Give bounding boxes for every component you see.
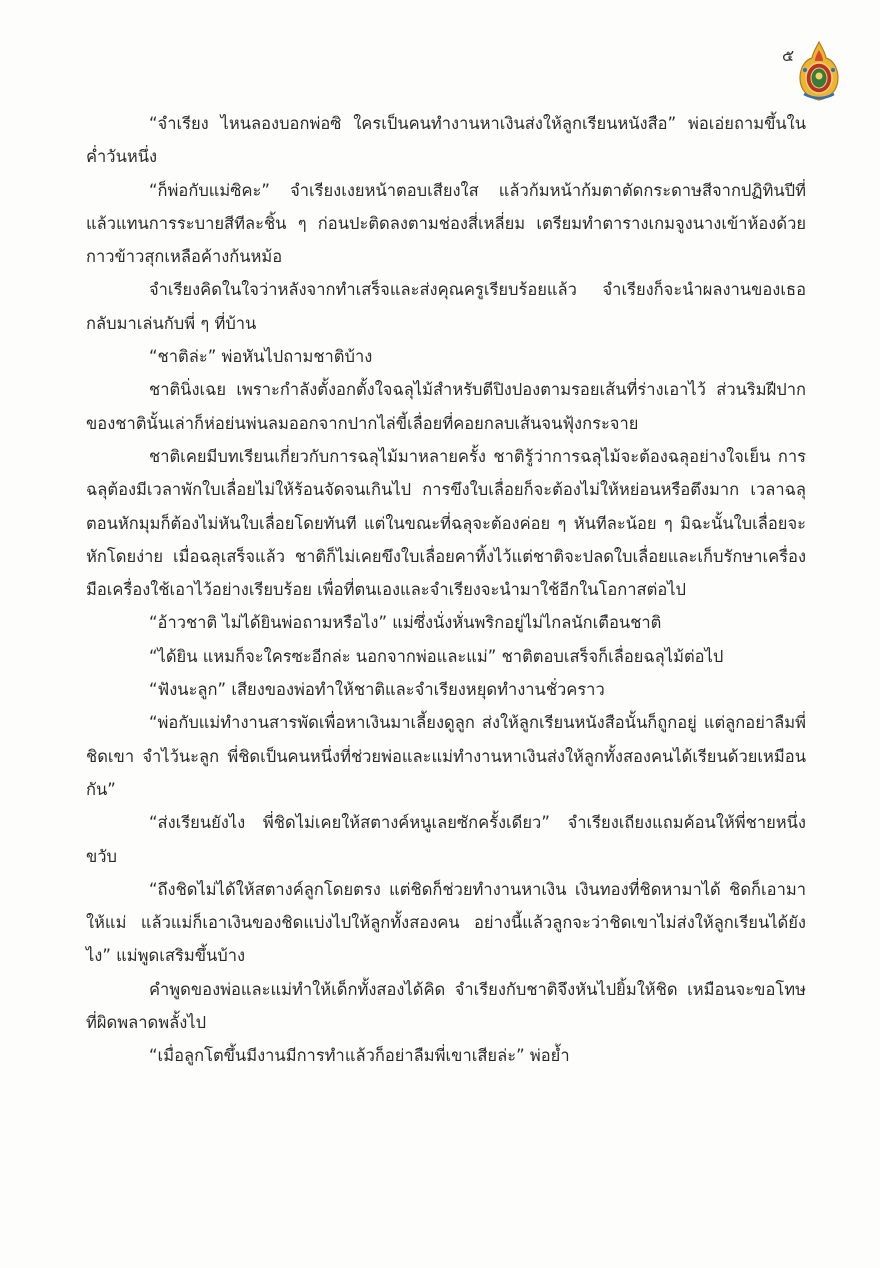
page-number: ๕ bbox=[782, 46, 795, 65]
paragraph: “ฟังนะลูก” เสียงของพ่อทำให้ชาติและจำเรียงหยุดทำงานชั่วคราว bbox=[149, 680, 605, 700]
story-text bbox=[86, 107, 806, 1073]
paragraph: ชาติเคยมีบทเรียนเกี่ยวกับการฉลุไม้มาหลายครั้ง ชาติรู้ว่าการฉลุไม้จะต้องฉลุอย่างใจเย็น การฉลุต้องมีเวลาพักใบเลื่อยไม่ให้ร้อนจัดจนเกินไป การขึงใบเลื่อยก็จะต้องไม่ให้หย่อนหรือตึงมาก เวลาฉลุตอนหักมุมก็ต้องไม่หันใบเลื่อยโดยทันที แต่ในขณะที่ฉลุจะต้องค่อย ๆ หันทีละน้อย ๆ มิฉะนั้นใบเลื่อยจะหักโดยง่าย เมื่อฉลุเสร็จแล้ว ชาติก็ไม่เคยขึงใบเลื่อยคาทิ้งไว้แต่ชาติจะปลดใบเลื่อยและเก็บรักษาเครื่องมือเครื่องใช้เอาไว้อย่างเรียบร้อย เพื่อที่ตนเองและจำเรียงจะนำมาใช้อีกในโอกาสต่อไป bbox=[86, 446, 806, 600]
paragraph: ชาตินิ่งเฉย เพราะกำลังตั้งอกตั้งใจฉลุไม้สำหรับตีปิงปองตามรอยเส้นที่ร่างเอาไว้ ส่วนริมฝีปากของชาตินั้นเล่าก็ห่อย่นพ่นลมออกจากปากไล่ขี้เลื่อยที่คอยกลบเส้นจนฟุ้งกระจาย bbox=[86, 380, 806, 433]
paragraph: คำพูดของพ่อและแม่ทำให้เด็กทั้งสองได้คิด จำเรียงกับชาติจึงหันไปยิ้มให้ชิด เหมือนจะขอโทษที่ผิดพลาดพลั้งไป bbox=[86, 979, 806, 1033]
paragraph: “อ้าวชาติ ไม่ได้ยินพ่อถามหรือไง” แม่ซึ่งนั่งหั่นพริกอยู่ไม่ไกลนักเตือนชาติ bbox=[149, 613, 662, 633]
paragraph: จำเรียงคิดในใจว่าหลังจากทำเสร็จและส่งคุณครูเรียบร้อยแล้ว จำเรียงก็จะนำผลงานของเธอกลับมาเล่นกับพี่ ๆ ที่บ้าน bbox=[86, 280, 806, 333]
school-emblem-icon bbox=[796, 40, 842, 102]
paragraph: “ได้ยิน แหมก็จะใครซะอีกล่ะ นอกจากพ่อและแม่” ชาติตอบเสร็จก็เลื่อยฉลุไม้ต่อไป bbox=[149, 646, 724, 666]
paragraph: “พ่อกับแม่ทำงานสารพัดเพื่อหาเงินมาเลี้ยงดูลูก ส่งให้ลูกเรียนหนังสือนั้นก็ถูกอยู่ แต่ลูกอย่าลืมพี่ชิดเขา จำไว้นะลูก พี่ชิดเป็นคนหนึ่งที่ช่วยพ่อและแม่ทำงานหาเงินส่งให้ลูกทั้งสองคนได้เรียนด้วยเหมือนกัน” bbox=[86, 713, 806, 799]
paragraph: “ถึงชิดไม่ได้ให้สตางค์ลูกโดยตรง แต่ชิดก็ช่วยทำงานหาเงิน เงินทองที่ชิดหามาได้ ชิดก็เอามาให้แม่ แล้วแม่ก็เอาเงินของชิดแบ่งไปให้ลูกทั้งสองคน อย่างนี้แล้วลูกจะว่าชิดเขาไม่ส่งให้ลูกเรียนได้ยังไง” แม่พูดเสริมขึ้นบ้าง bbox=[86, 879, 806, 966]
paragraph: “ส่งเรียนยังไง พี่ชิดไม่เคยให้สตางค์หนูเลยซักครั้งเดียว” จำเรียงเถียงแถมค้อนให้พี่ชายหนึ่งขวับ bbox=[86, 813, 806, 866]
paragraph: “เมื่อลูกโตขึ้นมีงานมีการทำแล้วก็อย่าลืมพี่เขาเสียล่ะ” พ่อย้ำ bbox=[149, 1046, 570, 1066]
paragraph: “ก็พ่อกับแม่ซิคะ” จำเรียงเงยหน้าตอบเสียงใส แล้วก้มหน้าก้มตาตัดกระดาษสีจากปฏิทินปีที่แล้วแทนการระบายสีทีละชิ้น ๆ ก่อนปะติดลงตามช่องสี่เหลี่ยม เตรียมทำตารางเกมจูงนางเข้าห้องด้วยกาวข้าวสุกเหลือค้างก้นหม้อ bbox=[86, 180, 806, 267]
paragraph: “ชาติล่ะ” พ่อหันไปถามชาติบ้าง bbox=[149, 347, 373, 367]
paragraph: “จำเรียง ไหนลองบอกพ่อซิ ใครเป็นคนทำงานหาเงินส่งให้ลูกเรียนหนังสือ” พ่อเอ่ยถามขึ้นในค่ำวันหนึ่ง bbox=[86, 114, 806, 167]
